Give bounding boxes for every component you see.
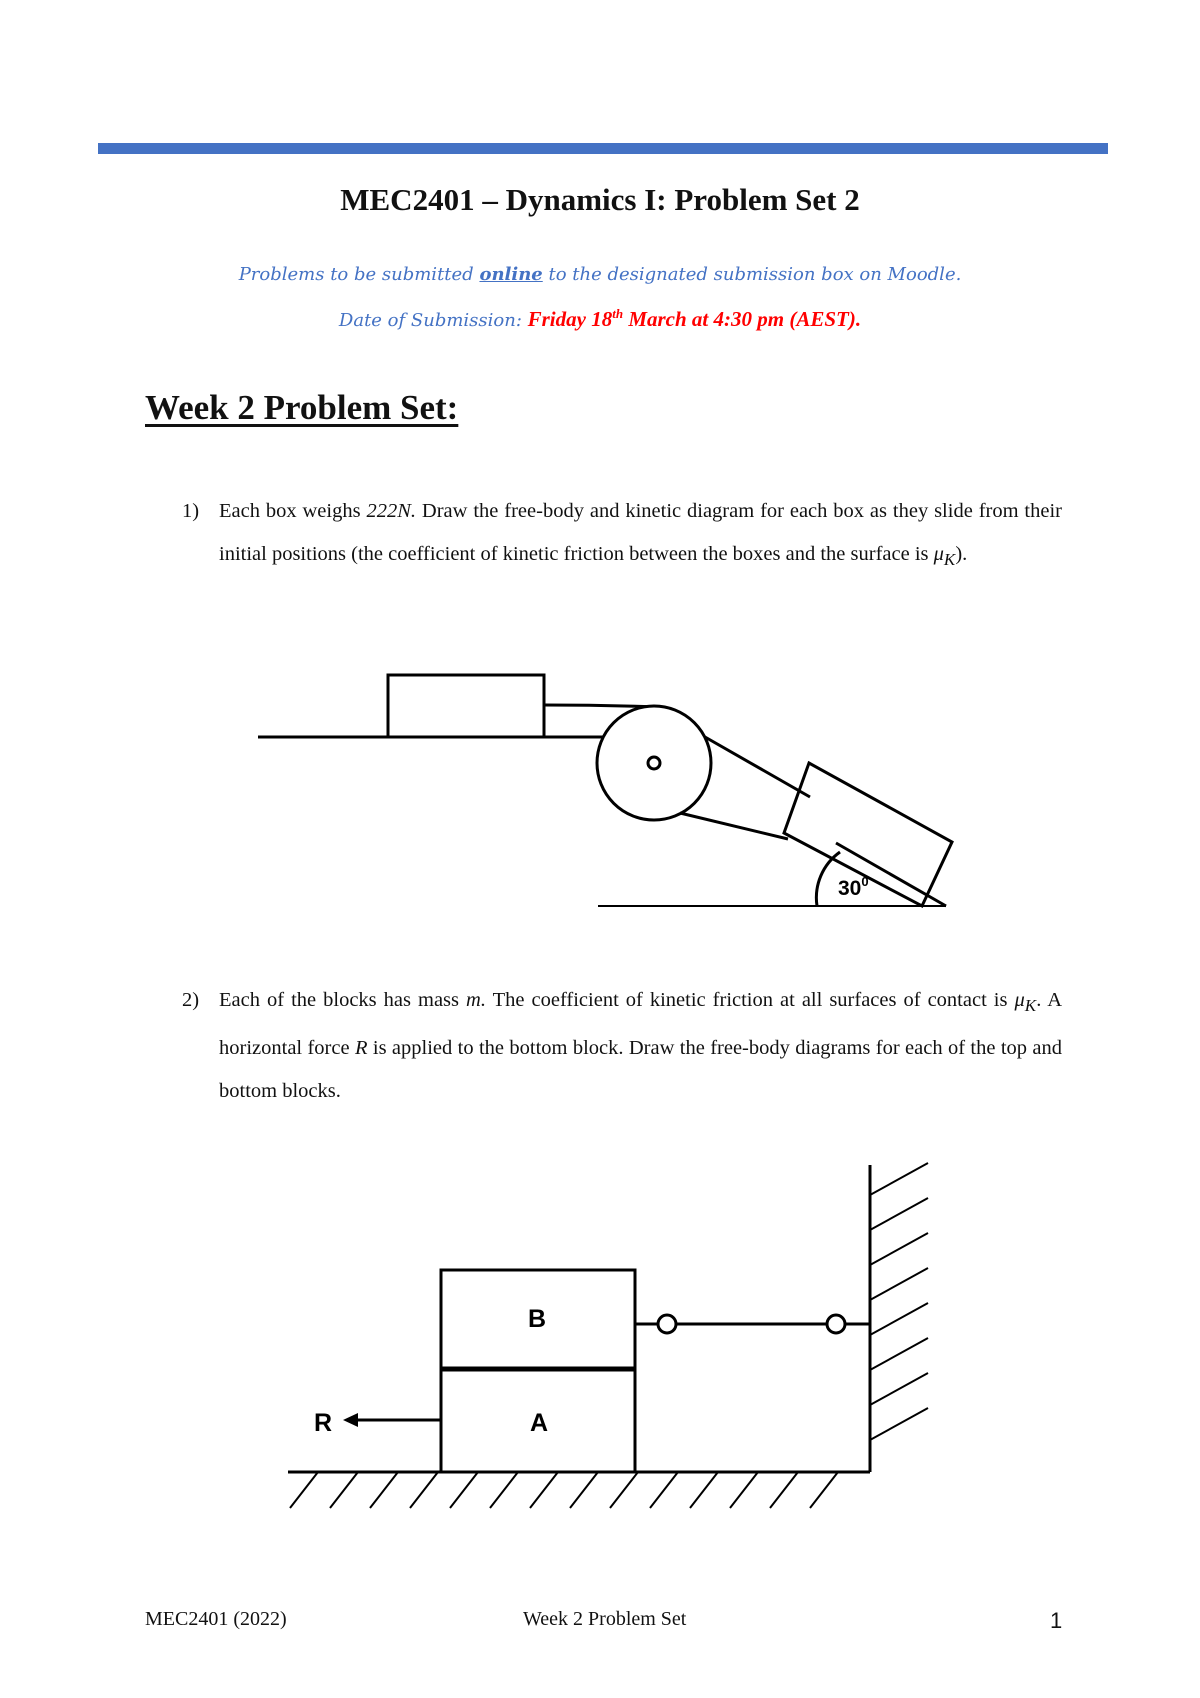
page-number: 1 <box>1050 1608 1063 1633</box>
problem-1-text-b: Draw the free-body and kinetic diagram for each box as they slide from their initial positions (the coefficient of kinetic friction between the boxes and the surface is <box>219 500 1062 565</box>
problem-2-mu-sub: K <box>1024 996 1037 1016</box>
problem-1-mu: μ <box>933 543 944 565</box>
due-date-day: Friday 18 <box>527 307 613 331</box>
fig1-pulley-axle <box>648 757 660 769</box>
problem-2-text-b: The coefficient of kinetic friction at all surfaces of contact is <box>485 989 1015 1011</box>
submission-note-prefix: Problems to be submitted <box>238 264 480 285</box>
figure-1-pulley-incline <box>258 675 952 906</box>
footer-title: Week 2 Problem Set <box>523 1608 687 1630</box>
fig1-angle-value: 30 <box>838 877 862 900</box>
problem-2-text-c: . A horizontal force <box>219 989 1062 1060</box>
problem-2-mu: μ <box>1014 989 1025 1011</box>
fig2-wall-hatching <box>870 1163 928 1440</box>
fig1-angle-label <box>838 874 869 900</box>
fig2-label-a: A <box>529 1409 549 1437</box>
fig2-label-r: R <box>313 1409 333 1437</box>
problem-2-text-a: Each of the blocks has mass <box>219 989 467 1011</box>
page-title: MEC2401 – Dynamics I: Problem Set 2 <box>340 182 860 217</box>
fig1-angle-degree: 0 <box>861 874 869 889</box>
problem-1-text-c: ). <box>955 543 968 565</box>
problem-2-force: R <box>354 1037 368 1060</box>
problem-1-weight: 222N. <box>366 500 417 522</box>
fig2-label-b: B <box>527 1305 547 1333</box>
problem-1-mu-sub: K <box>943 550 956 570</box>
fig2-force-arrow-head <box>343 1413 358 1427</box>
submission-online-emphasis: online <box>479 264 543 285</box>
fig1-rope-lower <box>680 813 788 839</box>
fig2-floor-hatching <box>290 1472 838 1508</box>
figure-2-stacked-blocks <box>288 1163 928 1508</box>
problem-2-number: 2) <box>182 989 200 1011</box>
submission-note-suffix: to the designated submission box on Moodle. <box>542 264 962 285</box>
problem-2-text-d: is applied to the bottom block. Draw the free-body diagrams for each of the top and bottom blocks. <box>219 1037 1062 1103</box>
fig1-rope-upper <box>705 737 810 797</box>
problem-2-mass: m. <box>466 989 486 1011</box>
due-date-time: March at 4:30 pm (AEST). <box>623 307 862 331</box>
date-label: Date of Submission: <box>338 310 528 331</box>
problem-1-text-a: Each box weighs <box>219 500 367 522</box>
fig2-link-pin-right <box>827 1315 845 1333</box>
section-heading: Week 2 Problem Set: <box>145 388 459 427</box>
fig1-box-horizontal <box>388 675 544 737</box>
problem-1-number: 1) <box>182 500 200 522</box>
footer-course: MEC2401 (2022) <box>145 1608 287 1630</box>
due-date-ordinal: th <box>612 306 624 321</box>
fig2-link-pin-left <box>658 1315 676 1333</box>
